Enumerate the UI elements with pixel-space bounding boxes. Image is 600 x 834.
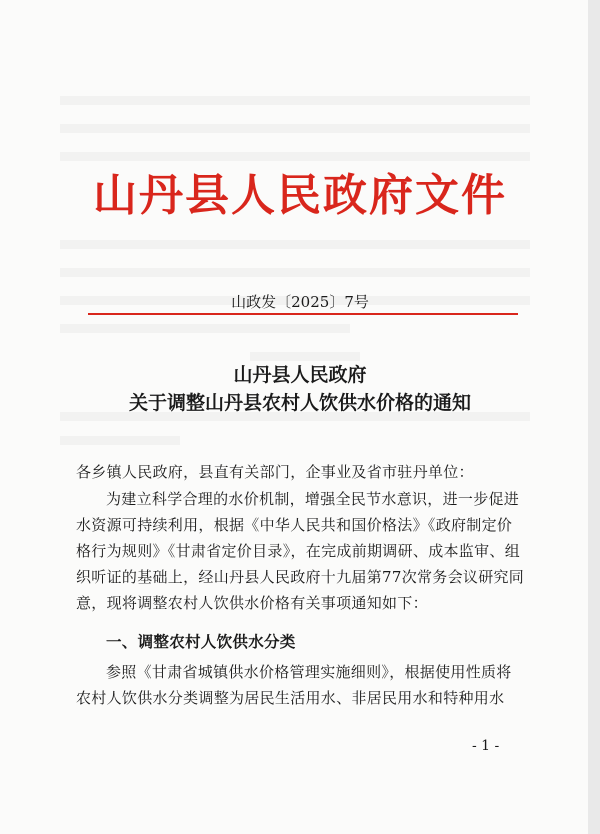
bleed-through-line [60,436,180,445]
document-header-title: 山丹县人民政府文件 [93,170,507,221]
section-1-heading: 一、调整农村人饮供水分类 [106,632,296,651]
document-number: 山政发〔2025〕7号 [231,293,369,311]
bleed-through-line [60,268,530,277]
page-edge-shadow [588,0,600,834]
bleed-through-line [60,152,530,161]
salutation: 各乡镇人民政府，县直有关部门，企事业及省市驻丹单位： [76,463,474,481]
notice-subject: 关于调整山丹县农村人饮供水价格的通知 [128,392,471,414]
notice-issuer: 山丹县人民政府 [233,364,367,386]
bleed-through-line [60,324,350,333]
body-paragraph-2: 参照《甘肃省城镇供水价格管理实施细则》，根据使用性质将农村人饮供水分类调整为居民生活用水、非居民用水和特种用水 [76,663,512,707]
bleed-through-line [60,240,530,249]
page-number: - 1 - [472,738,500,754]
header-red-rule [88,313,518,315]
bleed-through-line [250,352,360,361]
bleed-through-line [60,96,530,105]
bleed-through-line [60,124,530,133]
body-paragraph-1: 为建立科学合理的水价机制，增强全民节水意识，进一步促进水资源可持续利用，根据《中华人民共和国价格法》《政府制定价格行为规则》《甘肃省定价目录》，在完成前期调研、成本监审、组织听证的基础上，经山丹县人民政府十九届第77次常务会议研究同意，现将调整农村人饮供水价格有关事项通知如下： [76,490,525,612]
